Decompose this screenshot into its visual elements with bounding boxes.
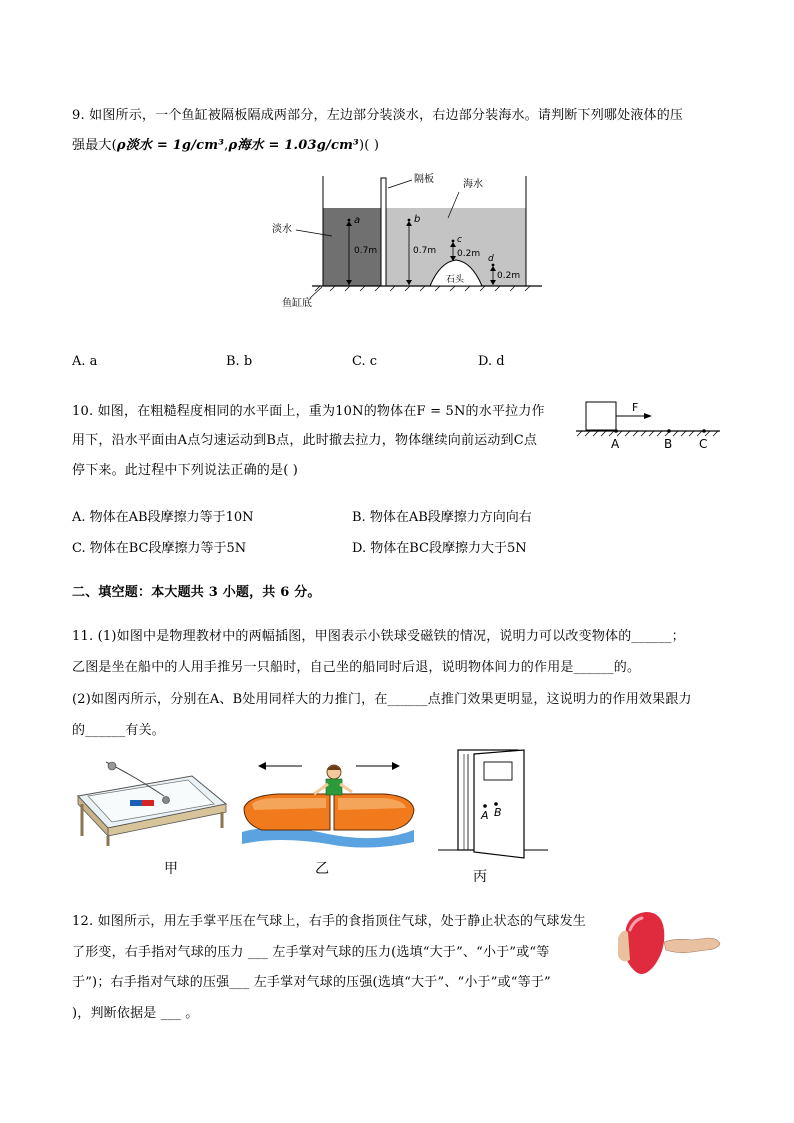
- q9-option-d[interactable]: D. d: [478, 354, 505, 369]
- partition: [381, 178, 386, 286]
- q9-option-b[interactable]: B. b: [226, 354, 253, 369]
- q10-option-b[interactable]: B. 物体在AB段摩擦力方向向右: [352, 510, 532, 525]
- q11-line3: (2)如图丙所示，分别在A、B处用同样大的力推门，在______点推门效果更明显，这说明力的作用效果跟力: [72, 692, 692, 707]
- door-point-A: A: [481, 809, 489, 822]
- q10-option-c[interactable]: C. 物体在BC段摩擦力等于5N: [72, 541, 247, 556]
- point-A-label: A: [611, 437, 620, 451]
- freshwater-label: 淡水: [272, 224, 292, 235]
- magnet-table-figure: [74, 756, 234, 848]
- q9-stem-line2: 强最大(ρ淡水 = 1g/cm³,ρ海水 = 1.03g/cm³)( ): [72, 138, 380, 153]
- section-heading: 二、填空题：本大题共 3 小题，共 6 分。: [72, 585, 321, 600]
- depth-b-label: 0.7m: [413, 246, 437, 256]
- q10-stem-line1: 10. 如图，在粗糙程度相同的水平面上，重为10N的物体在F = 5N的水平拉力作: [72, 404, 545, 419]
- point-b-label: b: [414, 214, 421, 225]
- q9-answer-blank: )( ): [358, 138, 380, 153]
- q9-stem-line1: 9. 如图所示，一个鱼缸被隔板隔成两部分，左边部分装淡水，右边部分装海水。请判断下列哪处液体的压: [72, 108, 684, 123]
- seawater-label: 海水: [463, 179, 483, 190]
- height-d-label: 0.2m: [497, 271, 521, 281]
- q9-stem-prefix: 强最大(: [72, 138, 117, 153]
- q9-option-c[interactable]: C. c: [352, 354, 378, 369]
- point-d-label: d: [488, 254, 494, 264]
- height-c-label: 0.2m: [457, 249, 481, 259]
- tank-bottom-label: 鱼缸底: [282, 298, 312, 309]
- depth-a-label: 0.7m: [354, 246, 378, 256]
- fish-tank-figure: [260, 168, 560, 316]
- caption-bing: 丙: [473, 869, 487, 885]
- door-point-B: B: [494, 806, 502, 819]
- force-label: F: [632, 401, 639, 414]
- partition-label: 隔板: [414, 174, 434, 185]
- q9-option-a[interactable]: A. a: [72, 354, 98, 369]
- q10-option-d[interactable]: D. 物体在BC段摩擦力大于5N: [352, 541, 527, 556]
- block: [586, 402, 616, 430]
- balloon-figure: [616, 908, 722, 980]
- point-c-label: c: [457, 235, 462, 245]
- stone-label: 石头: [446, 275, 465, 285]
- caption-yi: 乙: [315, 861, 329, 877]
- q10-stem-line3: 停下来。此过程中下列说法正确的是( ): [72, 463, 299, 478]
- boats-figure: [238, 752, 420, 852]
- q12-line4: )，判断依据是 ___ 。: [72, 1006, 199, 1021]
- point-a-label: a: [354, 215, 361, 226]
- q12-line3: 于”)；右手指对气球的压强___ 左手掌对气球的压强(选填“大于”、“小于”或“等于”: [72, 975, 551, 990]
- q10-option-a[interactable]: A. 物体在AB段摩擦力等于10N: [72, 510, 254, 525]
- q12-line1: 12. 如图所示，用左手掌平压在气球上，右手的食指顶住气球，处于静止状态的气球发生: [72, 914, 587, 929]
- q11-line2: 乙图是坐在船中的人用手推另一只船时，自己坐的船同时后退，说明物体间力的作用是______的。: [72, 660, 641, 675]
- point-C-label: C: [699, 437, 708, 451]
- door-figure: [438, 748, 548, 860]
- q11-line4: 的______有关。: [72, 723, 166, 738]
- q11-line1: 11. (1)如图中是物理教材中的两幅插图，甲图表示小铁球受磁铁的情况，说明力可以改变物体的______；: [72, 629, 685, 644]
- caption-jia: 甲: [164, 861, 178, 877]
- point-B-label: B: [664, 437, 673, 451]
- rho-sea: ρ海水 = 1.03g/cm³: [228, 138, 359, 153]
- block-force-figure: [574, 396, 724, 454]
- q12-line2: 了形变，右手指对气球的压力 ___ 左手掌对气球的压力(选填“大于”、“小于”或“等: [72, 945, 550, 960]
- rho-fresh: ρ淡水 = 1g/cm³: [116, 138, 225, 153]
- q10-stem-line2: 用下，沿水平面由A点匀速运动到B点，此时撤去拉力，物体继续向前运动到C点: [72, 433, 538, 448]
